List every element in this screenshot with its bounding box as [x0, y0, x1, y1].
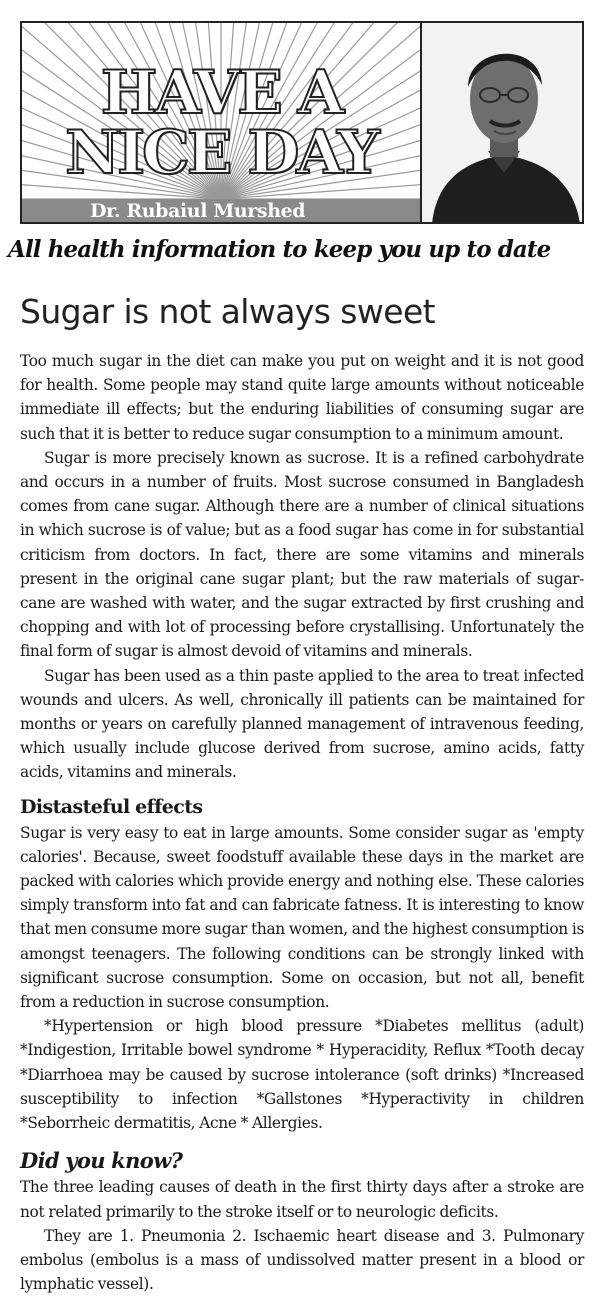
portrait-image [422, 23, 584, 224]
author-photo [420, 23, 584, 224]
masthead-title: HAVE A NICE DAY [65, 58, 377, 188]
article-paragraph: They are 1. Pneumonia 2. Ischaemic heart disease and 3. Pulmonary embolus (embolus is a mass of undissolved matter present in a blood or lymphatic vessel). [20, 1226, 584, 1294]
article-paragraph: Sugar is more precisely known as sucrose. It is a refined carbohydrate and occurs in a number of fruits. Most sucrose consumed in Bangladesh comes from cane sugar. Although there are a number of clinical situations in which sucrose is of value; but as a food sugar has come in for substantial criticism from doctors. In fact, there are some vitamins and minerals present in the original cane sugar plant; but the raw materials of sugar-cane are washed with water, and the sugar extracted by first crushing and chopping and with lot of processing before crystallising. Unfortunately the final form of sugar is almost devoid of vitamins and minerals. [20, 448, 584, 661]
article-paragraph: Sugar has been used as a thin paste applied to the area to treat infected wounds and ulcers. As well, chronically ill patients can be maintained for months or years on carefully planned management of intravenous feeding, which usually include glucose derived from sucrose, amino acids, fatty acids, vitamins and minerals. [20, 666, 584, 782]
article-paragraph: Too much sugar in the diet can make you put on weight and it is not good for health. Some people may stand quite large amounts without noticeable immediate ill effects; but the enduring liabilities of consuming sugar are such that it is better to reduce sugar consumption to a minimum amount. [20, 352, 584, 443]
tagline: All health information to keep you up to date [8, 236, 551, 263]
conditions-list: *Hypertension or high blood pressure *Diabetes mellitus (adult) *Indigestion, Irritable bowel syndrome * Hyperacidity, Reflux *Tooth decay *Diarrhoea may be caused by sucrose intolerance (soft drinks) *Increased susceptibility to infection *Gallstones *Hyperactivity in children *Seborrheic dermatitis, Acne * Allergies. [20, 1017, 584, 1133]
section-heading-distasteful-effects: Distasteful effects [20, 795, 203, 818]
author-byline: Dr. Rubaiul Murshed [90, 200, 306, 222]
byline-bar [22, 199, 420, 224]
article-headline: Sugar is not always sweet [20, 292, 436, 331]
section-heading-did-you-know: Did you know? [20, 1148, 183, 1174]
article-body [20, 349, 584, 1296]
masthead [20, 21, 584, 224]
article-paragraph: The three leading causes of death in the first thirty days after a stroke are not related primarily to the stroke itself or to neurologic deficits. [20, 1178, 584, 1221]
article-paragraph: Sugar is very easy to eat in large amounts. Some consider sugar as 'empty calories'. Because, sweet foodstuff available these days in the market are packed with calories which provide energy and nothing else. These calories simply transform into fat and can fabricate fatness. It is interesting to know that men consume more sugar than women, and the highest consumption is amongst teenagers. The following conditions can be strongly linked with significant sucrose consumption. Some on occasion, but not all, benefit from a reduction in sucrose consumption. [20, 823, 584, 1012]
